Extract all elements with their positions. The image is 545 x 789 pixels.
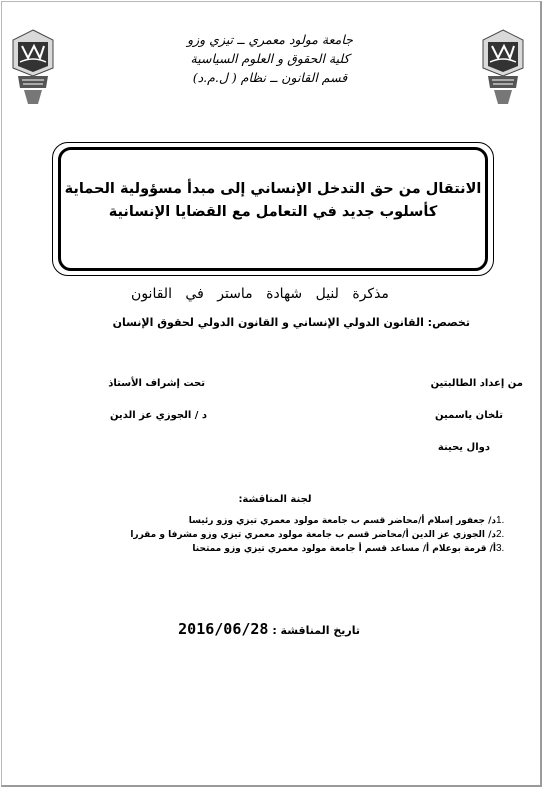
degree-statement: مذكرة لنيل شهادة ماستر في القانون [131,286,389,302]
university-name: جامعة مولود معمري ــ تيزي وزو [187,32,353,47]
discussion-date [160,620,360,638]
thesis-title-line-1: الانتقال من حق التدخل الإنساني إلى مبدأ مسؤولية الحماية [64,181,482,197]
university-logo-left [8,28,58,108]
university-logo-right [478,28,528,108]
discussion-date-label: تاريخ المناقشة : [272,624,360,637]
committee-member-number: 3. [496,543,505,554]
committee-member [100,542,520,556]
thesis-title-frame [52,142,494,276]
specialty-line: تخصص: القانون الدولي الإنساني و القانون الدولي لحقوق الإنسان [112,316,470,329]
supervisor-heading: تحت إشراف الأستاذ [108,378,205,389]
thesis-title-line-2: كأسلوب جديد في التعامل مع القضايا الإنسانية [108,204,438,220]
committee-member-text: أ/ قرمة بوعلام أ/ مساعد قسم أ جامعة مولود معمري تيزي وزو ممتحنا [192,544,496,554]
committee-heading: لجنة المناقشة: [238,494,312,505]
student-name-1: تلخان ياسمين [435,410,503,421]
committee-member-number: 2. [496,529,505,540]
committee-member-text: د/ جعفور إسلام أ/محاضر قسم ب جامعة مولود معمري تيزي وزو رئيسا [188,516,496,526]
department-name: قسم القانون ــ نظام ( ل.م.د) [192,70,348,85]
student-name-2: دوال يحينة [437,442,490,453]
discussion-date-value: 2016/06/28 [178,620,269,638]
committee-member [100,514,520,528]
thesis-title-inner-frame [58,147,488,271]
committee-member-number: 1. [496,515,505,526]
page-frame [1,1,542,787]
supervisor-name: د / الجوزي عز الدين [109,410,207,421]
committee-member [100,528,520,542]
students-heading: من إعداد الطالبتين [430,378,523,389]
institution-header [150,30,390,87]
committee-member-text: د/ الجوزي عز الدين أ/محاضر قسم ب جامعة مولود معمري تيزي وزو مشرفا و مقررا [130,530,496,540]
committee-list [100,514,520,556]
faculty-name: كلية الحقوق و العلوم السياسية [190,51,350,66]
